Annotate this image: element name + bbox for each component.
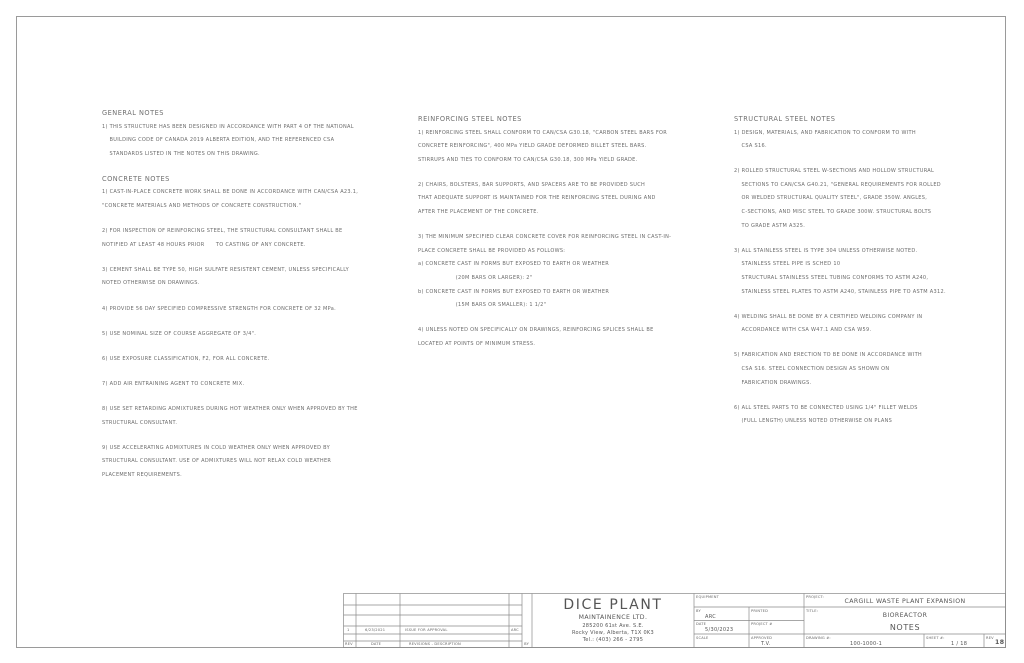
note-line: 6) USE EXPOSURE CLASSIFICATION, F2, FOR ALL CONCRETE. xyxy=(102,355,270,362)
equipment-label: EQUIPMENT xyxy=(696,595,720,599)
note-line: SECTIONS TO CAN/CSA G40.21, "GENERAL REQUIREMENTS FOR ROLLED xyxy=(734,181,941,188)
note-line: STRUCTURAL STAINLESS STEEL TUBING CONFORMS TO ASTM A240, xyxy=(734,274,929,281)
company-subtitle: MAINTAINENCE LTD. xyxy=(578,614,648,621)
rev-value: 18 xyxy=(995,639,1005,646)
revision-description: ISSUE FOR APPROVAL xyxy=(405,628,448,632)
note-line: NOTIFIED AT LEAST 48 HOURS PRIOR TO CASTING OF ANY CONCRETE. xyxy=(102,241,306,248)
note-line: 1) THIS STRUCTURE HAS BEEN DESIGNED IN ACCORDANCE WITH PART 4 OF THE NATIONAL xyxy=(102,123,354,130)
note-line: 8) USE SET RETARDING ADMIXTURES DURING HOT WEATHER ONLY WHEN APPROVED BY THE xyxy=(102,405,358,412)
notes-column-left xyxy=(102,107,392,482)
scale-label: SCALE xyxy=(696,636,709,640)
general-notes-heading: GENERAL NOTES xyxy=(102,109,164,117)
note-line: CSA S16. xyxy=(734,143,767,150)
note-line: 5) USE NOMINAL SIZE OF COURSE AGGREGATE OF 3/4". xyxy=(102,330,257,337)
note-line: PLACE CONCRETE SHALL BE PROVIDED AS FOLLOWS: xyxy=(418,247,566,254)
title-block xyxy=(343,593,1006,648)
project-name: CARGILL WASTE PLANT EXPANSION xyxy=(844,598,966,605)
note-line: 5) FABRICATION AND ERECTION TO BE DONE IN ACCORDANCE WITH xyxy=(734,352,922,359)
sheet-label: SHEET #: xyxy=(926,636,945,640)
company-name: DICE PLANT xyxy=(563,597,663,613)
note-line: 1) DESIGN, MATERIALS, AND FABRICATION TO CONFORM TO WITH xyxy=(734,129,916,136)
by-label: BY xyxy=(696,609,701,613)
concrete-notes-heading: CONCRETE NOTES xyxy=(102,174,170,183)
revision-number: 1 xyxy=(347,628,350,632)
project-label: PROJECT: xyxy=(806,595,824,599)
date-label: DATE xyxy=(696,622,707,626)
note-line: STAINLESS STEEL PIPE IS SCHED 10 xyxy=(734,261,841,268)
note-line: 7) ADD AIR ENTRAINING AGENT TO CONCRETE MIX. xyxy=(102,380,245,387)
general-notes-list xyxy=(102,121,392,162)
note-line: THAT ADEQUATE SUPPORT IS MAINTAINED FOR THE REINFORCING STEEL DURING AND xyxy=(418,195,656,202)
drawing-title-line-2: NOTES xyxy=(889,623,921,632)
notes-column-right xyxy=(734,113,994,429)
note-line: 4) PROVIDE 56 DAY SPECIFIED COMPRESSIVE STRENGTH FOR CONCRETE OF 32 MPa. xyxy=(102,305,336,312)
note-line: 3) CEMENT SHALL BE TYPE 50, HIGH SULFATE RESISTENT CEMENT, UNLESS SPECIFICALLY xyxy=(102,266,350,273)
structural-notes-heading: STRUCTURAL STEEL NOTES xyxy=(734,115,836,123)
note-line: FABRICATION DRAWINGS. xyxy=(734,379,812,386)
date-value: 5/30/2023 xyxy=(705,627,734,633)
drawing-number-label: DRAWING #: xyxy=(806,636,831,640)
note-line: (15M BARS OR SMALLER): 1 1/2" xyxy=(418,302,547,309)
note-line: "CONCRETE MATERIALS AND METHODS OF CONCRETE CONSTRUCTION." xyxy=(102,203,302,210)
note-line: 2) CHAIRS, BOLSTERS, BAR SUPPORTS, AND SPACERS ARE TO BE PROVIDED SUCH xyxy=(418,181,646,188)
note-line: BUILDING CODE OF CANADA 2019 ALBERTA EDITION, AND THE REFERENCED CSA xyxy=(102,137,335,144)
sheet-number: 1 / 18 xyxy=(951,641,968,647)
note-line: STRUCTURAL CONSULTANT. USE OF ADMIXTURES WILL NOT RELAX COLD WEATHER xyxy=(102,458,332,465)
note-line: PLACEMENT REQUIREMENTS. xyxy=(102,471,183,478)
note-line: CSA S16. STEEL CONNECTION DESIGN AS SHOWN ON xyxy=(734,365,890,372)
note-line: 6) ALL STEEL PARTS TO BE CONNECTED USING 1/4" FILLET WELDS xyxy=(734,404,918,411)
by-value: ARC xyxy=(705,614,717,620)
note-line: 4) WELDING SHALL BE DONE BY A CERTIFIED WELDING COMPANY IN xyxy=(734,313,923,320)
rev-label: REV xyxy=(986,636,994,640)
note-line: STAINLESS STEEL PLATES TO ASTM A240, STAINLESS PIPE TO ASTM A312. xyxy=(734,288,946,295)
note-line: STANDARDS LISTED IN THE NOTES ON THIS DRAWING. xyxy=(102,150,260,157)
company-city: Rocky View, Alberta, T1X 0K3 xyxy=(572,630,654,636)
note-line: AFTER THE PLACEMENT OF THE CONCRETE. xyxy=(418,209,539,216)
concrete-notes-list xyxy=(102,186,392,482)
note-line: CONCRETE REINFORCING", 400 MPa YIELD GRADE DEFORMED BILLET STEEL BARS. xyxy=(418,143,647,150)
by-header: BY xyxy=(524,642,529,646)
note-line: 1) REINFORCING STEEL SHALL CONFORM TO CAN/CSA G30.18, "CARBON STEEL BARS FOR xyxy=(418,129,668,136)
description-header: REVISIONS - DESCRIPTION xyxy=(409,642,461,646)
note-line: 3) ALL STAINLESS STEEL IS TYPE 304 UNLESS OTHERWISE NOTED. xyxy=(734,247,918,254)
project-number-label: PROJECT # xyxy=(751,622,773,626)
approved-label: APPROVED xyxy=(751,636,773,640)
rev-header: REV xyxy=(345,642,353,646)
reinforcing-notes-heading: REINFORCING STEEL NOTES xyxy=(418,115,522,123)
note-line: TO GRADE ASTM A325. xyxy=(734,222,806,229)
revision-by: ARC xyxy=(511,628,519,632)
company-phone: Tel.: (403) 266 - 2795 xyxy=(582,637,644,643)
note-line: ACCORDANCE WITH CSA W47.1 AND CSA W59. xyxy=(734,327,872,334)
title-label: TITLE: xyxy=(806,609,819,613)
note-line: STRUCTURAL CONSULTANT. xyxy=(102,419,178,426)
date-header: DATE xyxy=(371,642,382,646)
printed-label: PRINTED xyxy=(751,609,769,613)
note-line: C-SECTIONS, AND MISC STEEL TO GRADE 300W. STRUCTURAL BOLTS xyxy=(734,209,932,216)
approved-value: T.V. xyxy=(761,641,771,647)
note-line: 2) ROLLED STRUCTURAL STEEL W-SECTIONS AND HOLLOW STRUCTURAL xyxy=(734,168,935,175)
note-line: STIRRUPS AND TIES TO CONFORM TO CAN/CSA G30.18, 300 MPa YIELD GRADE. xyxy=(418,156,638,163)
note-line: b) CONCRETE CAST IN FORMS BUT EXPOSED TO EARTH OR WEATHER xyxy=(418,288,610,295)
note-line: 3) THE MINIMUM SPECIFIED CLEAR CONCRETE COVER FOR REINFORCING STEEL IN CAST-IN- xyxy=(418,234,672,241)
note-line: (20M BARS OR LARGER): 2" xyxy=(418,274,533,281)
drawing-title-line-1: BIOREACTOR xyxy=(882,612,928,619)
structural-notes-list xyxy=(734,127,994,429)
note-line: 4) UNLESS NOTED ON SPECIFICALLY ON DRAWINGS, REINFORCING SPLICES SHALL BE xyxy=(418,327,654,334)
note-line: (FULL LENGTH) UNLESS NOTED OTHERWISE ON PLANS xyxy=(734,418,893,425)
company-address: 285200 61st Ave. S.E. xyxy=(582,623,644,629)
revision-date: 6/23/2021 xyxy=(365,628,386,632)
note-line: OR WELDED STRUCTURAL QUALITY STEEL", GRADE 350W. ANGLES, xyxy=(734,195,928,202)
note-line: 2) FOR INSPECTION OF REINFORCING STEEL, THE STRUCTURAL CONSULTANT SHALL BE xyxy=(102,228,343,235)
note-line: 1) CAST-IN-PLACE CONCRETE WORK SHALL BE DONE IN ACCORDANCE WITH CAN/CSA A23.1, xyxy=(102,189,359,196)
note-line: 9) USE ACCELERATING ADMIXTURES IN COLD WEATHER ONLY WHEN APPROVED BY xyxy=(102,444,330,451)
note-line: LOCATED AT POINTS OF MINIMUM STRESS. xyxy=(418,340,536,347)
reinforcing-notes-list xyxy=(418,127,708,352)
drawing-number: 100-1000-1 xyxy=(850,641,883,647)
note-line: a) CONCRETE CAST IN FORMS BUT EXPOSED TO EARTH OR WEATHER xyxy=(418,261,609,268)
notes-column-middle xyxy=(418,113,708,351)
note-line: NOTED OTHERWISE ON DRAWINGS. xyxy=(102,280,200,287)
